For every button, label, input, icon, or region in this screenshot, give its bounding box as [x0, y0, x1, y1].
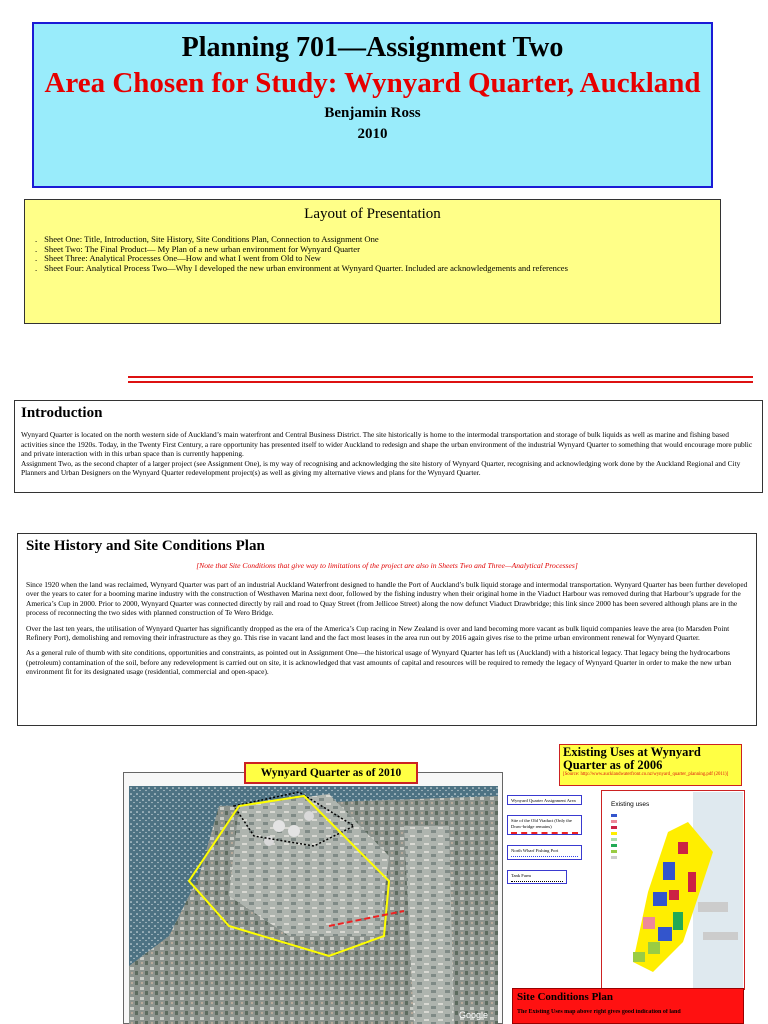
site-conditions-text: The Existing Uses map above right gives good indication of land [517, 1009, 681, 1015]
legend-label: Tank Farm [511, 873, 531, 878]
legend-label: Wynyard Quarter Assignment Area [511, 798, 576, 803]
site-conditions-box [512, 988, 744, 1024]
existing-uses-map-heading: Existing uses [611, 801, 650, 808]
layout-list [35, 235, 720, 273]
intro-box [14, 400, 763, 493]
legend-item-assignment-area [507, 795, 582, 805]
list-item: . Sheet Two: The Final Product— My Plan of a new urban environment for Wynyard Quarter [35, 245, 720, 255]
existing-uses-map [603, 792, 743, 988]
legend-swatch [511, 881, 563, 884]
map-watermark: Google [459, 1010, 489, 1020]
history-paragraph: As a general rule of thumb with site conditions, opportunities and constraints, as pointed out in Assignment One—the historical usage of Wynyard Quarter has left us (Auckland) with a historical legacy. That legacy being the hydrocarbons (petroleum) contamination of the soil, before any redevelopment is carried out on site, it is acknowledged that vast amounts of capital and resources will be required to remedy the legacy of Wynyard Quarter in order to make the new urban environment fit for its designated usage (residential, commercial and open-space). [26, 648, 732, 677]
map-title: Wynyard Quarter as of 2010 [244, 762, 418, 784]
existing-uses-title: Existing Uses at Wynyard Quarter as of 2006 [563, 745, 701, 772]
title-line-1: Planning 701—Assignment Two [181, 32, 564, 63]
history-box [17, 533, 757, 726]
legend-swatch [511, 832, 578, 836]
list-item: . Sheet One: Title, Introduction, Site History, Site Conditions Plan, Connection to Assignment One [35, 235, 720, 245]
existing-uses-title-box [559, 744, 742, 786]
legend-label: North Wharf Fishing Port [511, 848, 559, 853]
author: Benjamin Ross [324, 105, 421, 121]
history-heading: Site History and Site Conditions Plan [26, 538, 265, 554]
aerial-photo [129, 786, 498, 1024]
legend-item-fishing-port [507, 845, 582, 860]
layout-heading: Layout of Presentation [304, 206, 441, 222]
history-paragraph: Over the last ten years, the utilisation of Wynyard Quarter has significantly dropped as the era of the America’s Cup racing in New Zealand is over and land becoming more vacant as bulk liquid companies leave the area (to Marsden Point Refinery Port), demolishing and removing their infrastructure as they go. This rise in vacant land and the fact most leases in the area run out by 2016 again gives rise to the prime urban environment renewal for Wynyard Quarter. [26, 623, 730, 643]
site-conditions-title: Site Conditions Plan [517, 991, 613, 1003]
history-note: [Note that Site Conditions that give way to limitations of the project are also in Sheets Two and Three—Analytical Processes] [196, 561, 578, 570]
legend-swatch [511, 856, 578, 859]
title-box [32, 22, 713, 188]
existing-uses-source: [Source: http://www.aucklandwaterfront.co.nz/wynyard_quarter_planning.pdf (2011)] [563, 772, 729, 777]
title-line-2: Area Chosen for Study: Wynyard Quarter, Auckland [44, 67, 701, 99]
intro-heading: Introduction [21, 405, 103, 421]
legend-item-tank-farm [507, 870, 567, 884]
history-paragraph: Since 1920 when the land was reclaimed, Wynyard Quarter was part of an industrial Auckland Waterfront designed to handle the Port of Auckland’s bulk liquid storage and intermodal transportation. Wynyard Quarter has been further developed over the years to cater for a booming marine industry with the construction of Westhaven Marina next door, followed by the fishing industry when their original home in the Viaduct Harbour was removed during that Harbour’s upgrade for the America’s Cup in 2000. Prior to 2000, Wynyard Quarter was connected directly by rail and road to Quay Street (from Jellicoe Street) along the now defunct Viaduct Drawbridge; this link since 2000 has been severed although plans are in the process of reconnecting the two sides with planned construction of Te Wero Bridge. [26, 580, 748, 618]
list-item: . Sheet Four: Analytical Process Two—Why I developed the new urban environment at Wynyard Quarter. Included are acknowledgements and references [35, 264, 720, 274]
list-item: . Sheet Three: Analytical Processes One—How and what I went from Old to New [35, 254, 720, 264]
legend-item-old-viaduct [507, 815, 582, 835]
intro-paragraph: Assignment Two, as the second chapter of a larger project (see Assignment One), is my way of recognising and acknowledging the site history of Wynyard Quarter, recognising and acknowledging work done by the Auckland Regional and City Planners and Urban Designers on the Wynyard Quarter redevelopment project(s) as well as giving my alternative views and plans for the Wynyard Quarter. [21, 458, 741, 478]
divider [128, 376, 753, 383]
intro-paragraph: Wynyard Quarter is located on the north western side of Auckland’s main waterfront and Central Business District. The site historically is home to the intermodal transportation and storage of bulk liquids as well as marine and fishing based activities since the 1920s. Today, in the Twenty First Century, a rare opportunity has presented itself to wider Auckland to redesign and shape the urban environment of the industrial Wynyard Quarter to something that would encourage more public and private interaction with in this urban space than is currently happening. [21, 430, 753, 459]
year: 2010 [357, 126, 388, 142]
layout-box [24, 199, 721, 324]
legend-label: Site of the Old Viaduct (Only the Draw-bridge remains) [511, 818, 572, 829]
